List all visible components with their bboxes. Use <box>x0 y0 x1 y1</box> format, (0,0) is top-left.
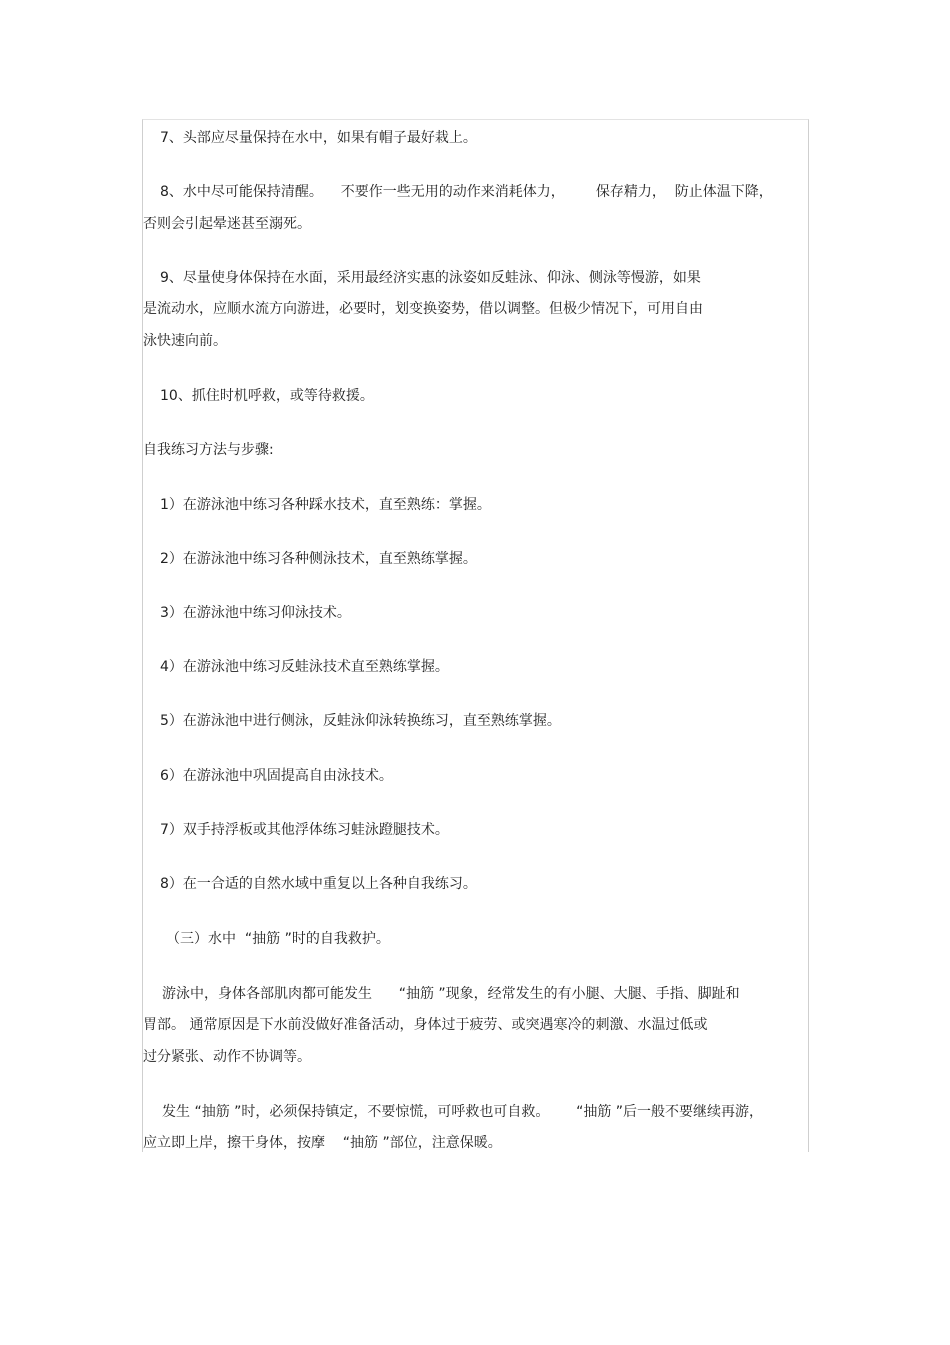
text-line: 7、头部应尽量保持在水中，如果有帽子最好栽上。 <box>160 130 477 146</box>
text-line: 游泳中，身体各部肌肉都可能发生 “抽筋 ”现象，经常发生的有小腿、大腿、手指、脚趾和 <box>162 986 740 1002</box>
section-heading: 自我练习方法与步骤: <box>143 442 274 458</box>
list-item: 5）在游泳池中进行侧泳，反蛙泳仰泳转换练习，直至熟练掌握。 <box>160 713 561 729</box>
list-item: 6）在游泳池中巩固提高自由泳技术。 <box>160 768 393 784</box>
text-line: 是流动水，应顺水流方向游进，必要时，划变换姿势，借以调整。但极少情况下，可用自由 <box>143 301 703 317</box>
text-line: 8、水中尽可能保持清醒。 不要作一些无用的动作来消耗体力， 保存精力， 防止体温下降， <box>160 184 773 200</box>
text-line: 9、尽量使身体保持在水面，采用最经济实惠的泳姿如反蛙泳、仰泳、侧泳等慢游，如果 <box>160 270 701 286</box>
text-line: 否则会引起晕迷甚至溺死。 <box>143 216 311 232</box>
text-line: 10、抓住时机呼救，或等待救援。 <box>160 388 374 404</box>
list-item: 4）在游泳池中练习反蛙泳技术直至熟练掌握。 <box>160 659 449 675</box>
section-heading: （三）水中 “抽筋 ”时的自我救护。 <box>166 931 390 947</box>
list-item: 3）在游泳池中练习仰泳技术。 <box>160 605 351 621</box>
list-item: 2）在游泳池中练习各种侧泳技术，直至熟练掌握。 <box>160 551 477 567</box>
list-item: 1）在游泳池中练习各种踩水技术，直至熟练：掌握。 <box>160 497 491 513</box>
list-item: 8）在一合适的自然水域中重复以上各种自我练习。 <box>160 876 477 892</box>
text-line: 应立即上岸，擦干身体，按摩 “抽筋 ”部位，注意保暖。 <box>143 1135 502 1151</box>
text-line: 过分紧张、动作不协调等。 <box>143 1049 311 1065</box>
text-line: 胃部。 通常原因是下水前没做好准备活动，身体过于疲劳、或突遇寒冷的刺激、水温过低或 <box>143 1017 708 1033</box>
text-line: 泳快速向前。 <box>143 333 227 349</box>
text-line: 发生 “抽筋 ”时，必须保持镇定，不要惊慌，可呼救也可自救。 “抽筋 ”后一般不要继续再游， <box>162 1104 764 1120</box>
list-item: 7）双手持浮板或其他浮体练习蛙泳蹬腿技术。 <box>160 822 449 838</box>
